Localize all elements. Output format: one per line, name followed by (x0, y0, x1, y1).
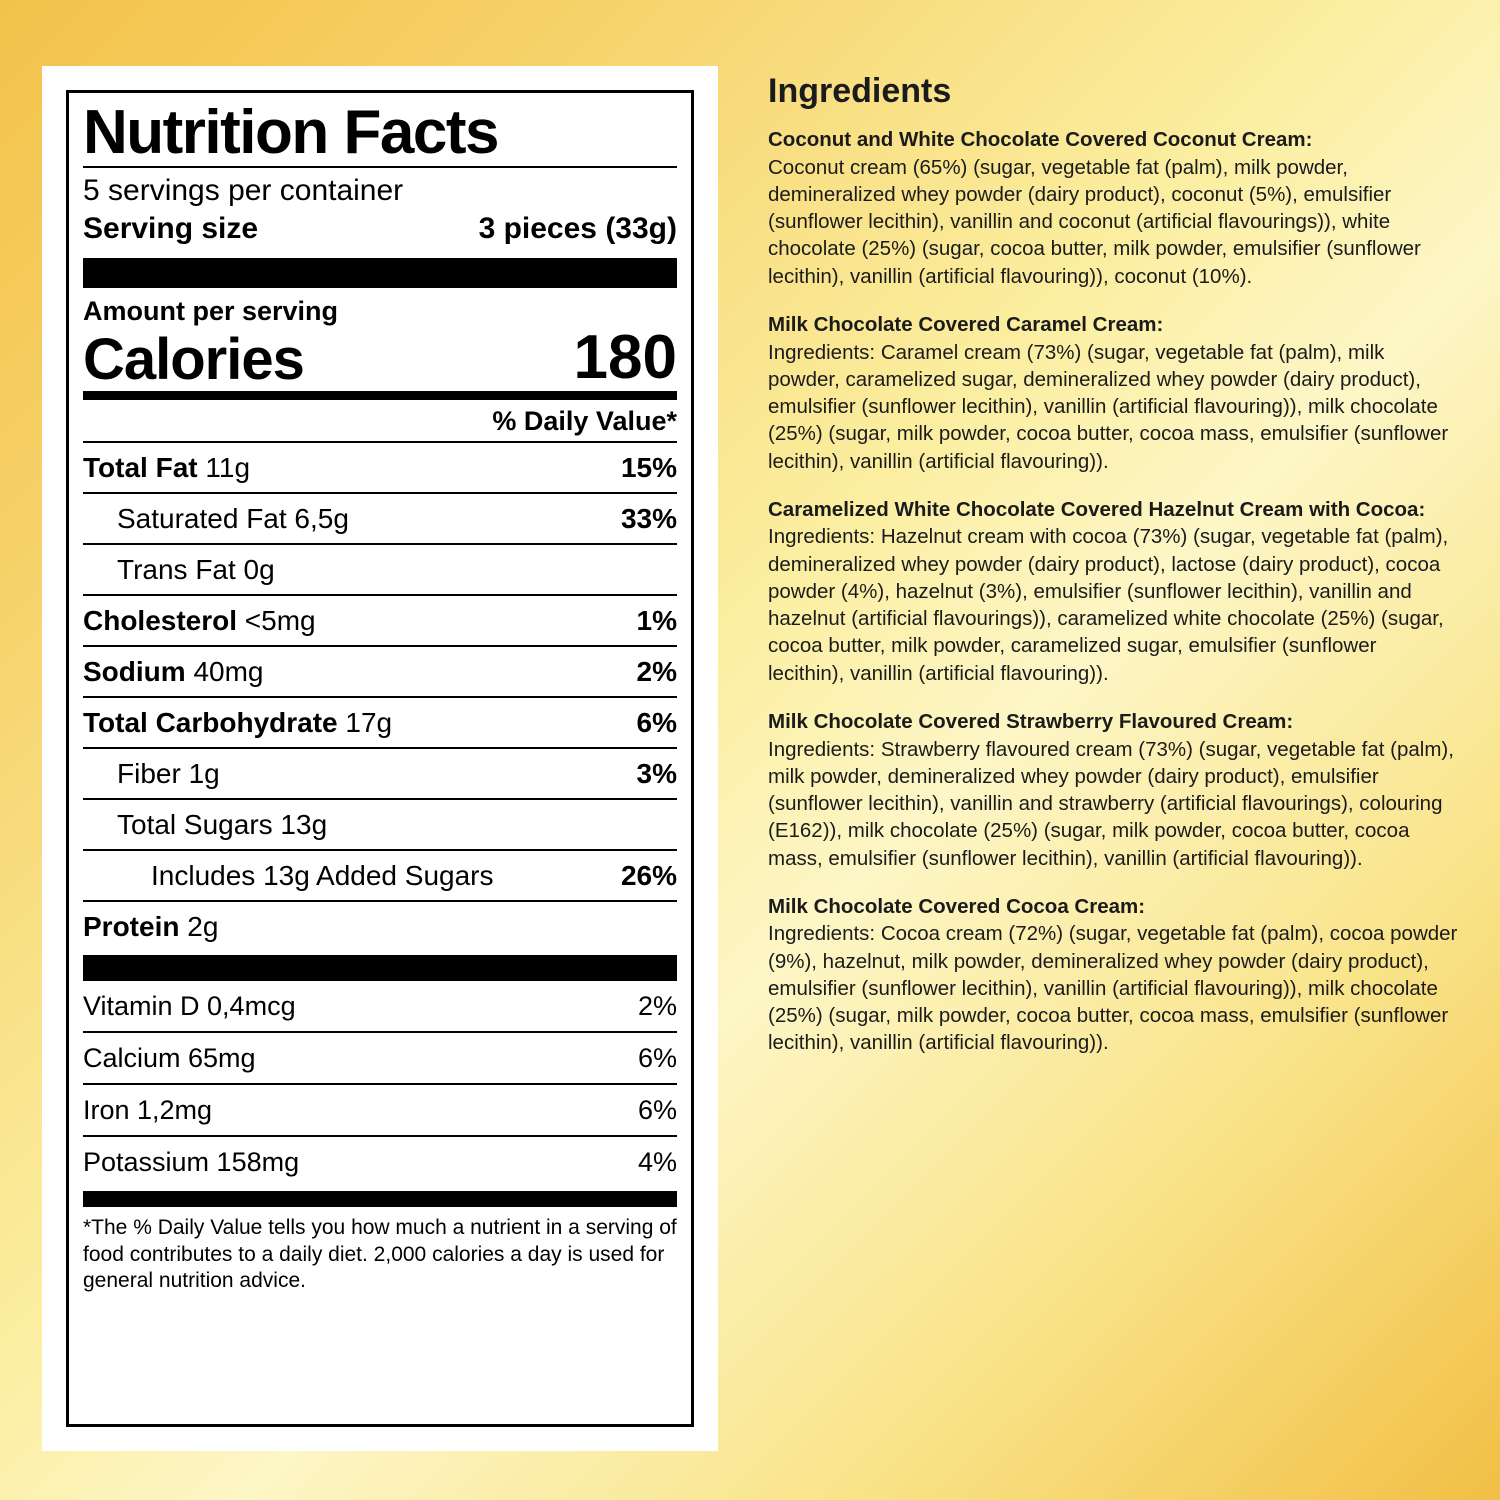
ingredient-title: Milk Chocolate Covered Cocoa Cream: (768, 894, 1146, 918)
daily-value-footnote: *The % Daily Value tells you how much a nutrient in a serving of food contributes to a daily diet. 2,000 calories a day is used for general nutrition advice. (83, 1215, 677, 1293)
serving-size-label: Serving size (83, 211, 259, 245)
ingredient-title: Caramelized White Chocolate Covered Hazelnut Cream with Cocoa: (768, 497, 1426, 521)
ingredient-text: Ingredients: Strawberry flavoured cream (73%) (sugar, vegetable fat (palm), milk powder, demineralized whey powder (dairy product), emulsifier (sunflower lecithin), vanillin and strawberry (artificial flavourings), colouring (E162)), milk chocolate (25%) (sugar, milk powder, cocoa butter, cocoa mass, emulsifier (sunflower lecithin), vanillin (artificial flavouring)). (768, 737, 1454, 870)
vitamin-daily-value: 2% (637, 990, 677, 1021)
nutrient-daily-value: 15% (620, 451, 677, 483)
serving-size-value: 3 pieces (33g) (478, 211, 677, 245)
ingredient-title: Coconut and White Chocolate Covered Coconut Cream: (768, 128, 1313, 151)
serving-size-row (83, 210, 677, 252)
vitamin-daily-value: 4% (637, 1146, 677, 1177)
ingredient-block (768, 894, 1458, 1057)
ingredients-section (768, 72, 1458, 1079)
vitamin-name: Iron 1,2mg (83, 1094, 213, 1125)
nutrient-name: Total Fat 11g (83, 451, 251, 483)
nutrient-name: Sodium 40mg (83, 655, 264, 687)
ingredients-heading: Ingredients (768, 72, 952, 110)
vitamin-name: Vitamin D 0,4mcg (83, 990, 296, 1021)
nutrient-daily-value: 1% (636, 604, 677, 636)
vitamin-row (83, 1031, 677, 1083)
ingredient-title: Milk Chocolate Covered Caramel Cream: (768, 312, 1164, 336)
divider-thick-vitamins (83, 955, 677, 981)
vitamin-name: Calcium 65mg (83, 1042, 256, 1073)
divider-medium (83, 391, 677, 400)
vitamin-row (83, 1083, 677, 1135)
nutrient-daily-value: 33% (620, 502, 677, 534)
ingredient-block (768, 497, 1458, 687)
nutrient-daily-value: 26% (620, 859, 677, 891)
vitamin-name: Potassium 158mg (83, 1146, 300, 1177)
calories-label: Calories (83, 326, 304, 392)
nutrient-daily-value: 6% (636, 706, 677, 738)
ingredient-text: Ingredients: Cocoa cream (72%) (sugar, vegetable fat (palm), cocoa powder (9%), hazelnut, milk powder, demineralized whey powder (dairy product), emulsifier (sunflower lecithin), vanillin (artificial flavouring)), milk chocolate (25%) (sugar, milk powder, cocoa butter, cocoa mass, emulsifier (sunflower lecithin), vanillin (artificial flavouring)). (768, 922, 1458, 1055)
daily-value-header: % Daily Value* (492, 405, 677, 436)
nutrient-row (83, 900, 677, 951)
nutrient-name: Trans Fat 0g (117, 553, 275, 585)
vitamin-rows (83, 981, 677, 1187)
nutrient-row (83, 594, 677, 645)
ingredient-title: Milk Chocolate Covered Strawberry Flavoured Cream: (768, 709, 1294, 733)
nutrient-name: Total Carbohydrate 17g (83, 706, 393, 738)
ingredient-blocks (768, 127, 1458, 1057)
nutrient-daily-value: 3% (636, 757, 677, 789)
vitamin-daily-value: 6% (637, 1042, 677, 1073)
nutrition-facts-box (66, 90, 694, 1427)
nutrient-name: Includes 13g Added Sugars (151, 859, 494, 891)
divider-bottom (83, 1191, 677, 1207)
nutrient-rows (83, 441, 677, 951)
amount-per-serving-label: Amount per serving (83, 295, 339, 326)
vitamin-row (83, 981, 677, 1031)
ingredient-block (768, 127, 1458, 290)
nutrient-row (83, 645, 677, 696)
nutrient-daily-value: 2% (636, 655, 677, 687)
nutrient-name: Cholesterol <5mg (83, 604, 316, 636)
nutrition-facts-title: Nutrition Facts (83, 98, 498, 167)
ingredient-block (768, 312, 1458, 475)
nutrient-row (83, 849, 677, 900)
vitamin-row (83, 1135, 677, 1187)
calories-row (83, 322, 677, 392)
nutrient-row (83, 747, 677, 798)
ingredient-text: Ingredients: Caramel cream (73%) (sugar, vegetable fat (palm), milk powder, caramelized sugar, demineralized whey powder (dairy product), emulsifier (sunflower lecithin), vanillin (artificial flavouring)), milk chocolate (25%) (sugar, milk powder, cocoa butter, cocoa mass, emulsifier (sunflower lecithin), vanillin (artificial flavouring)). (768, 340, 1449, 473)
nutrient-name: Fiber 1g (117, 757, 220, 789)
nutrient-name: Saturated Fat 6,5g (117, 502, 349, 534)
nutrient-row (83, 696, 677, 747)
nutrition-facts-panel (42, 66, 718, 1451)
ingredient-text: Ingredients: Hazelnut cream with cocoa (73%) (sugar, vegetable fat (palm), demineralized whey powder (dairy product), lactose (dairy product), cocoa powder (4%), hazelnut (3%), emulsifier (sunflower lecithin), vanillin and hazelnut (artificial flavourings)), caramelized white chocolate (25%) (sugar, cocoa butter, milk powder, caramelized sugar, emulsifier (sunflower lecithin), vanillin (artificial flavouring)). (768, 525, 1449, 685)
divider-thick-top (83, 258, 677, 288)
nutrient-row (83, 798, 677, 849)
ingredient-block (768, 709, 1458, 872)
nutrient-row (83, 492, 677, 543)
nutrient-name: Protein 2g (83, 910, 219, 942)
nutrient-row (83, 543, 677, 594)
calories-value: 180 (573, 322, 677, 392)
nutrient-row (83, 441, 677, 492)
nutrient-name: Total Sugars 13g (117, 808, 328, 840)
servings-per-container: 5 servings per container (83, 174, 404, 208)
ingredient-text: Coconut cream (65%) (sugar, vegetable fat (palm), milk powder, demineralized whey powder (dairy product), coconut (5%), emulsifier (sunflower lecithin), vanillin and coconut (artificial flavourings)), white chocolate (25%) (sugar, cocoa butter, milk powder, emulsifier (sunflower lecithin), vanillin (artificial flavouring)), coconut (10%). (768, 155, 1421, 288)
vitamin-daily-value: 6% (637, 1094, 677, 1125)
